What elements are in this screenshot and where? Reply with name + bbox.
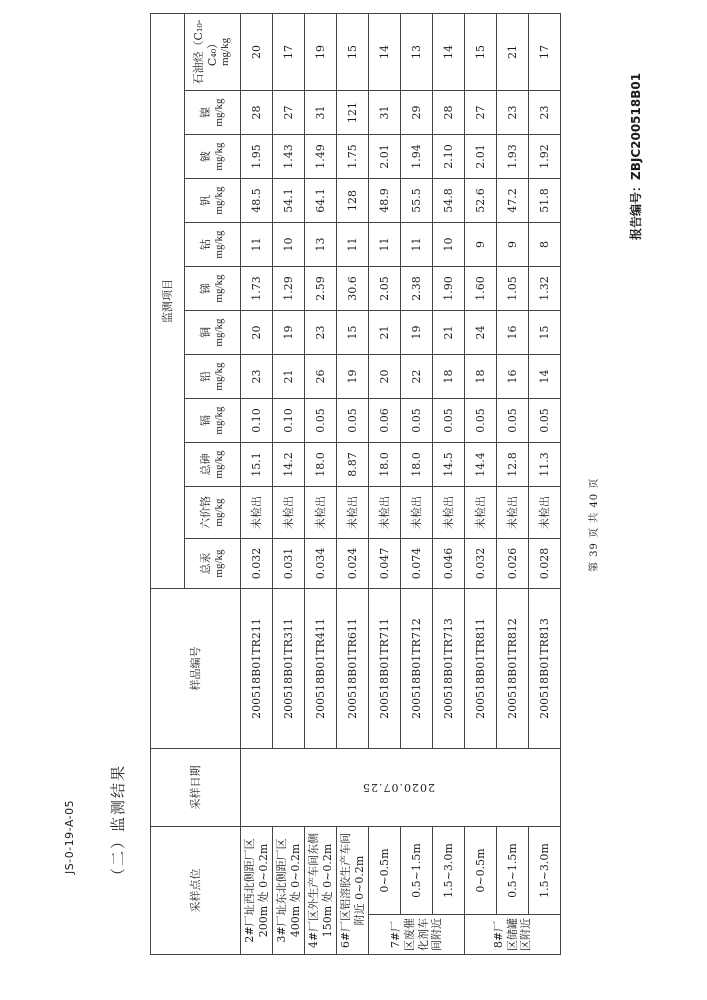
- param-name: 铜: [198, 327, 212, 338]
- value-cell: 0.10: [273, 399, 305, 443]
- value-cell: 未检出: [497, 487, 529, 539]
- site-cell: 6#厂区铝溶胶生产车间附近 0~0.2m: [337, 827, 369, 955]
- value-cell: 未检出: [273, 487, 305, 539]
- site-group-cell: 7#厂区废催化剂车间附近: [369, 915, 465, 955]
- param-header: [185, 539, 241, 589]
- value-cell: 1.90: [433, 267, 465, 311]
- value-cell: 15: [465, 13, 497, 90]
- value-cell: 0.028: [529, 539, 561, 589]
- value-cell: 19: [273, 311, 305, 355]
- value-cell: 13: [401, 13, 433, 90]
- value-cell: 55.5: [401, 179, 433, 223]
- value-cell: 1.32: [529, 267, 561, 311]
- value-cell: 128: [337, 179, 369, 223]
- value-cell: 48.9: [369, 179, 401, 223]
- value-cell: 16: [497, 355, 529, 399]
- value-cell: 2.05: [369, 267, 401, 311]
- value-cell: 0.05: [305, 399, 337, 443]
- param-header: [185, 179, 241, 223]
- value-cell: 31: [369, 91, 401, 135]
- value-cell: 11.3: [529, 443, 561, 487]
- value-cell: 48.5: [241, 179, 273, 223]
- depth-cell: 0.5~1.5m: [497, 827, 529, 915]
- param-unit: mg/kg: [212, 186, 225, 215]
- value-cell: 21: [433, 311, 465, 355]
- value-cell: 0.05: [401, 399, 433, 443]
- value-cell: 未检出: [369, 487, 401, 539]
- sampling-date-cell: [241, 749, 561, 827]
- value-cell: 11: [369, 223, 401, 267]
- results-table: [150, 13, 561, 955]
- param-unit: mg/kg: [212, 98, 225, 127]
- value-cell: 10: [273, 223, 305, 267]
- param-header: [185, 267, 241, 311]
- value-cell: 未检出: [305, 487, 337, 539]
- value-cell: 未检出: [401, 487, 433, 539]
- header-site: 采样点位: [151, 827, 241, 955]
- value-cell: 19: [401, 311, 433, 355]
- value-cell: 54.1: [273, 179, 305, 223]
- param-name: 钒: [198, 195, 212, 206]
- value-cell: 28: [241, 91, 273, 135]
- value-cell: 1.29: [273, 267, 305, 311]
- value-cell: 14: [369, 13, 401, 90]
- value-cell: 18.0: [305, 443, 337, 487]
- value-cell: 23: [305, 311, 337, 355]
- value-cell: 0.047: [369, 539, 401, 589]
- value-cell: 54.8: [433, 179, 465, 223]
- value-cell: 1.43: [273, 135, 305, 179]
- param-header: [185, 91, 241, 135]
- value-cell: 14: [529, 355, 561, 399]
- form-code: JS-0-19-A-05: [63, 799, 76, 874]
- value-cell: 0.024: [337, 539, 369, 589]
- report-number: 报告编号：ZBJC200518B01: [629, 72, 643, 240]
- sample-id-cell: 200518B01TR712: [401, 589, 433, 749]
- value-cell: 18.0: [401, 443, 433, 487]
- value-cell: 23: [497, 91, 529, 135]
- param-header: [185, 399, 241, 443]
- value-cell: 0.05: [433, 399, 465, 443]
- value-cell: 1.05: [497, 267, 529, 311]
- value-cell: 14.5: [433, 443, 465, 487]
- param-unit: mg/kg: [212, 406, 225, 435]
- param-header: [185, 355, 241, 399]
- value-cell: 24: [465, 311, 497, 355]
- value-cell: 26: [305, 355, 337, 399]
- param-name: 铅: [198, 371, 212, 382]
- param-unit: mg/kg: [212, 318, 225, 347]
- value-cell: 11: [337, 223, 369, 267]
- value-cell: 2.59: [305, 267, 337, 311]
- value-cell: 14.4: [465, 443, 497, 487]
- value-cell: 11: [241, 223, 273, 267]
- value-cell: 未检出: [337, 487, 369, 539]
- value-cell: 2.01: [465, 135, 497, 179]
- sample-id-cell: 200518B01TR211: [241, 589, 273, 749]
- sample-id-cell: 200518B01TR311: [273, 589, 305, 749]
- value-cell: 0.032: [241, 539, 273, 589]
- value-cell: 18.0: [369, 443, 401, 487]
- value-cell: 18: [465, 355, 497, 399]
- table-row: [241, 13, 273, 954]
- value-cell: 20: [241, 13, 273, 90]
- param-name: 镉: [198, 415, 212, 426]
- value-cell: 0.05: [337, 399, 369, 443]
- value-cell: 13: [305, 223, 337, 267]
- value-cell: 52.6: [465, 179, 497, 223]
- value-cell: 20: [241, 311, 273, 355]
- value-cell: 22: [401, 355, 433, 399]
- value-cell: 15: [529, 311, 561, 355]
- value-cell: 0.032: [465, 539, 497, 589]
- value-cell: 0.06: [369, 399, 401, 443]
- value-cell: 8: [529, 223, 561, 267]
- param-header: [185, 135, 241, 179]
- param-header: [185, 443, 241, 487]
- depth-cell: 1.5~3.0m: [433, 827, 465, 915]
- value-cell: 1.73: [241, 267, 273, 311]
- value-cell: 1.93: [497, 135, 529, 179]
- value-cell: 未检出: [465, 487, 497, 539]
- param-header: [185, 13, 241, 90]
- param-name: 总汞: [198, 552, 212, 575]
- param-unit: mg/kg: [212, 230, 225, 259]
- param-unit: mg/kg: [212, 142, 225, 171]
- value-cell: 29: [401, 91, 433, 135]
- value-cell: 1.95: [241, 135, 273, 179]
- value-cell: 17: [273, 13, 305, 90]
- value-cell: 15.1: [241, 443, 273, 487]
- header-date: 采样日期: [151, 749, 241, 827]
- value-cell: 23: [529, 91, 561, 135]
- value-cell: 2.10: [433, 135, 465, 179]
- value-cell: 1.94: [401, 135, 433, 179]
- value-cell: 17: [529, 13, 561, 90]
- value-cell: 23: [241, 355, 273, 399]
- param-name: 锑: [198, 283, 212, 294]
- param-unit: mg/kg: [212, 549, 225, 578]
- value-cell: 0.034: [305, 539, 337, 589]
- param-name: 镍: [198, 107, 212, 118]
- param-unit: mg/kg: [212, 362, 225, 391]
- param-unit: mg/kg: [212, 498, 225, 527]
- param-header: [185, 311, 241, 355]
- value-cell: 21: [273, 355, 305, 399]
- param-name: 六价铬: [198, 496, 212, 529]
- value-cell: 47.2: [497, 179, 529, 223]
- value-cell: 14.2: [273, 443, 305, 487]
- value-cell: 1.49: [305, 135, 337, 179]
- value-cell: 27: [273, 91, 305, 135]
- sample-id-cell: 200518B01TR411: [305, 589, 337, 749]
- table-body: [241, 13, 561, 954]
- value-cell: 28: [433, 91, 465, 135]
- param-unit: mg/kg: [219, 37, 232, 67]
- param-unit: mg/kg: [212, 274, 225, 303]
- header-group: 监测项目: [151, 13, 185, 588]
- value-cell: 15: [337, 13, 369, 90]
- param-header: [185, 223, 241, 267]
- page-footer: 第 39 页 共 40 页: [589, 477, 600, 572]
- value-cell: 0.05: [497, 399, 529, 443]
- value-cell: 0.074: [401, 539, 433, 589]
- value-cell: 未检出: [529, 487, 561, 539]
- sample-id-cell: 200518B01TR611: [337, 589, 369, 749]
- value-cell: 0.026: [497, 539, 529, 589]
- value-cell: 121: [337, 91, 369, 135]
- value-cell: 30.6: [337, 267, 369, 311]
- value-cell: 12.8: [497, 443, 529, 487]
- param-name: 石油烃（C₁₀-C₄₀）: [191, 19, 219, 85]
- param-unit: mg/kg: [212, 450, 225, 479]
- param-header: [185, 487, 241, 539]
- sample-id-cell: 200518B01TR713: [433, 589, 465, 749]
- value-cell: 21: [497, 13, 529, 90]
- value-cell: 51.8: [529, 179, 561, 223]
- header-sample: 样品编号: [151, 589, 241, 749]
- value-cell: 20: [369, 355, 401, 399]
- sampling-date: 2020.07.25: [362, 781, 436, 795]
- sample-id-cell: 200518B01TR711: [369, 589, 401, 749]
- param-name: 总砷: [198, 453, 212, 476]
- sample-id-cell: 200518B01TR813: [529, 589, 561, 749]
- value-cell: 0.05: [465, 399, 497, 443]
- site-cell: 3#厂址东北侧距厂区400m 处 0~0.2m: [273, 827, 305, 955]
- value-cell: 21: [369, 311, 401, 355]
- depth-cell: 0~0.5m: [369, 827, 401, 915]
- value-cell: 未检出: [433, 487, 465, 539]
- value-cell: 9: [465, 223, 497, 267]
- param-name: 铍: [198, 151, 212, 162]
- value-cell: 9: [497, 223, 529, 267]
- site-cell: 4#厂区外生产车间东侧 150m 处 0~0.2m: [305, 827, 337, 955]
- value-cell: 1.60: [465, 267, 497, 311]
- value-cell: 0.05: [529, 399, 561, 443]
- value-cell: 19: [337, 355, 369, 399]
- value-cell: 0.046: [433, 539, 465, 589]
- value-cell: 18: [433, 355, 465, 399]
- value-cell: 31: [305, 91, 337, 135]
- param-name: 钴: [198, 239, 212, 250]
- value-cell: 2.01: [369, 135, 401, 179]
- value-cell: 2.38: [401, 267, 433, 311]
- site-group-cell: 8#厂区储罐区附近: [465, 915, 561, 955]
- section-title: （二）监测结果: [109, 763, 127, 883]
- value-cell: 0.031: [273, 539, 305, 589]
- value-cell: 1.75: [337, 135, 369, 179]
- value-cell: 未检出: [241, 487, 273, 539]
- sample-id-cell: 200518B01TR812: [497, 589, 529, 749]
- value-cell: 0.10: [241, 399, 273, 443]
- value-cell: 8.87: [337, 443, 369, 487]
- depth-cell: 0~0.5m: [465, 827, 497, 915]
- depth-cell: 0.5~1.5m: [401, 827, 433, 915]
- value-cell: 15: [337, 311, 369, 355]
- value-cell: 19: [305, 13, 337, 90]
- value-cell: 10: [433, 223, 465, 267]
- sample-id-cell: 200518B01TR811: [465, 589, 497, 749]
- value-cell: 1.92: [529, 135, 561, 179]
- value-cell: 16: [497, 311, 529, 355]
- depth-cell: 1.5~3.0m: [529, 827, 561, 915]
- value-cell: 64.1: [305, 179, 337, 223]
- value-cell: 27: [465, 91, 497, 135]
- site-cell: 2#厂址西北侧距厂区200m 处 0~0.2m: [241, 827, 273, 955]
- value-cell: 11: [401, 223, 433, 267]
- value-cell: 14: [433, 13, 465, 90]
